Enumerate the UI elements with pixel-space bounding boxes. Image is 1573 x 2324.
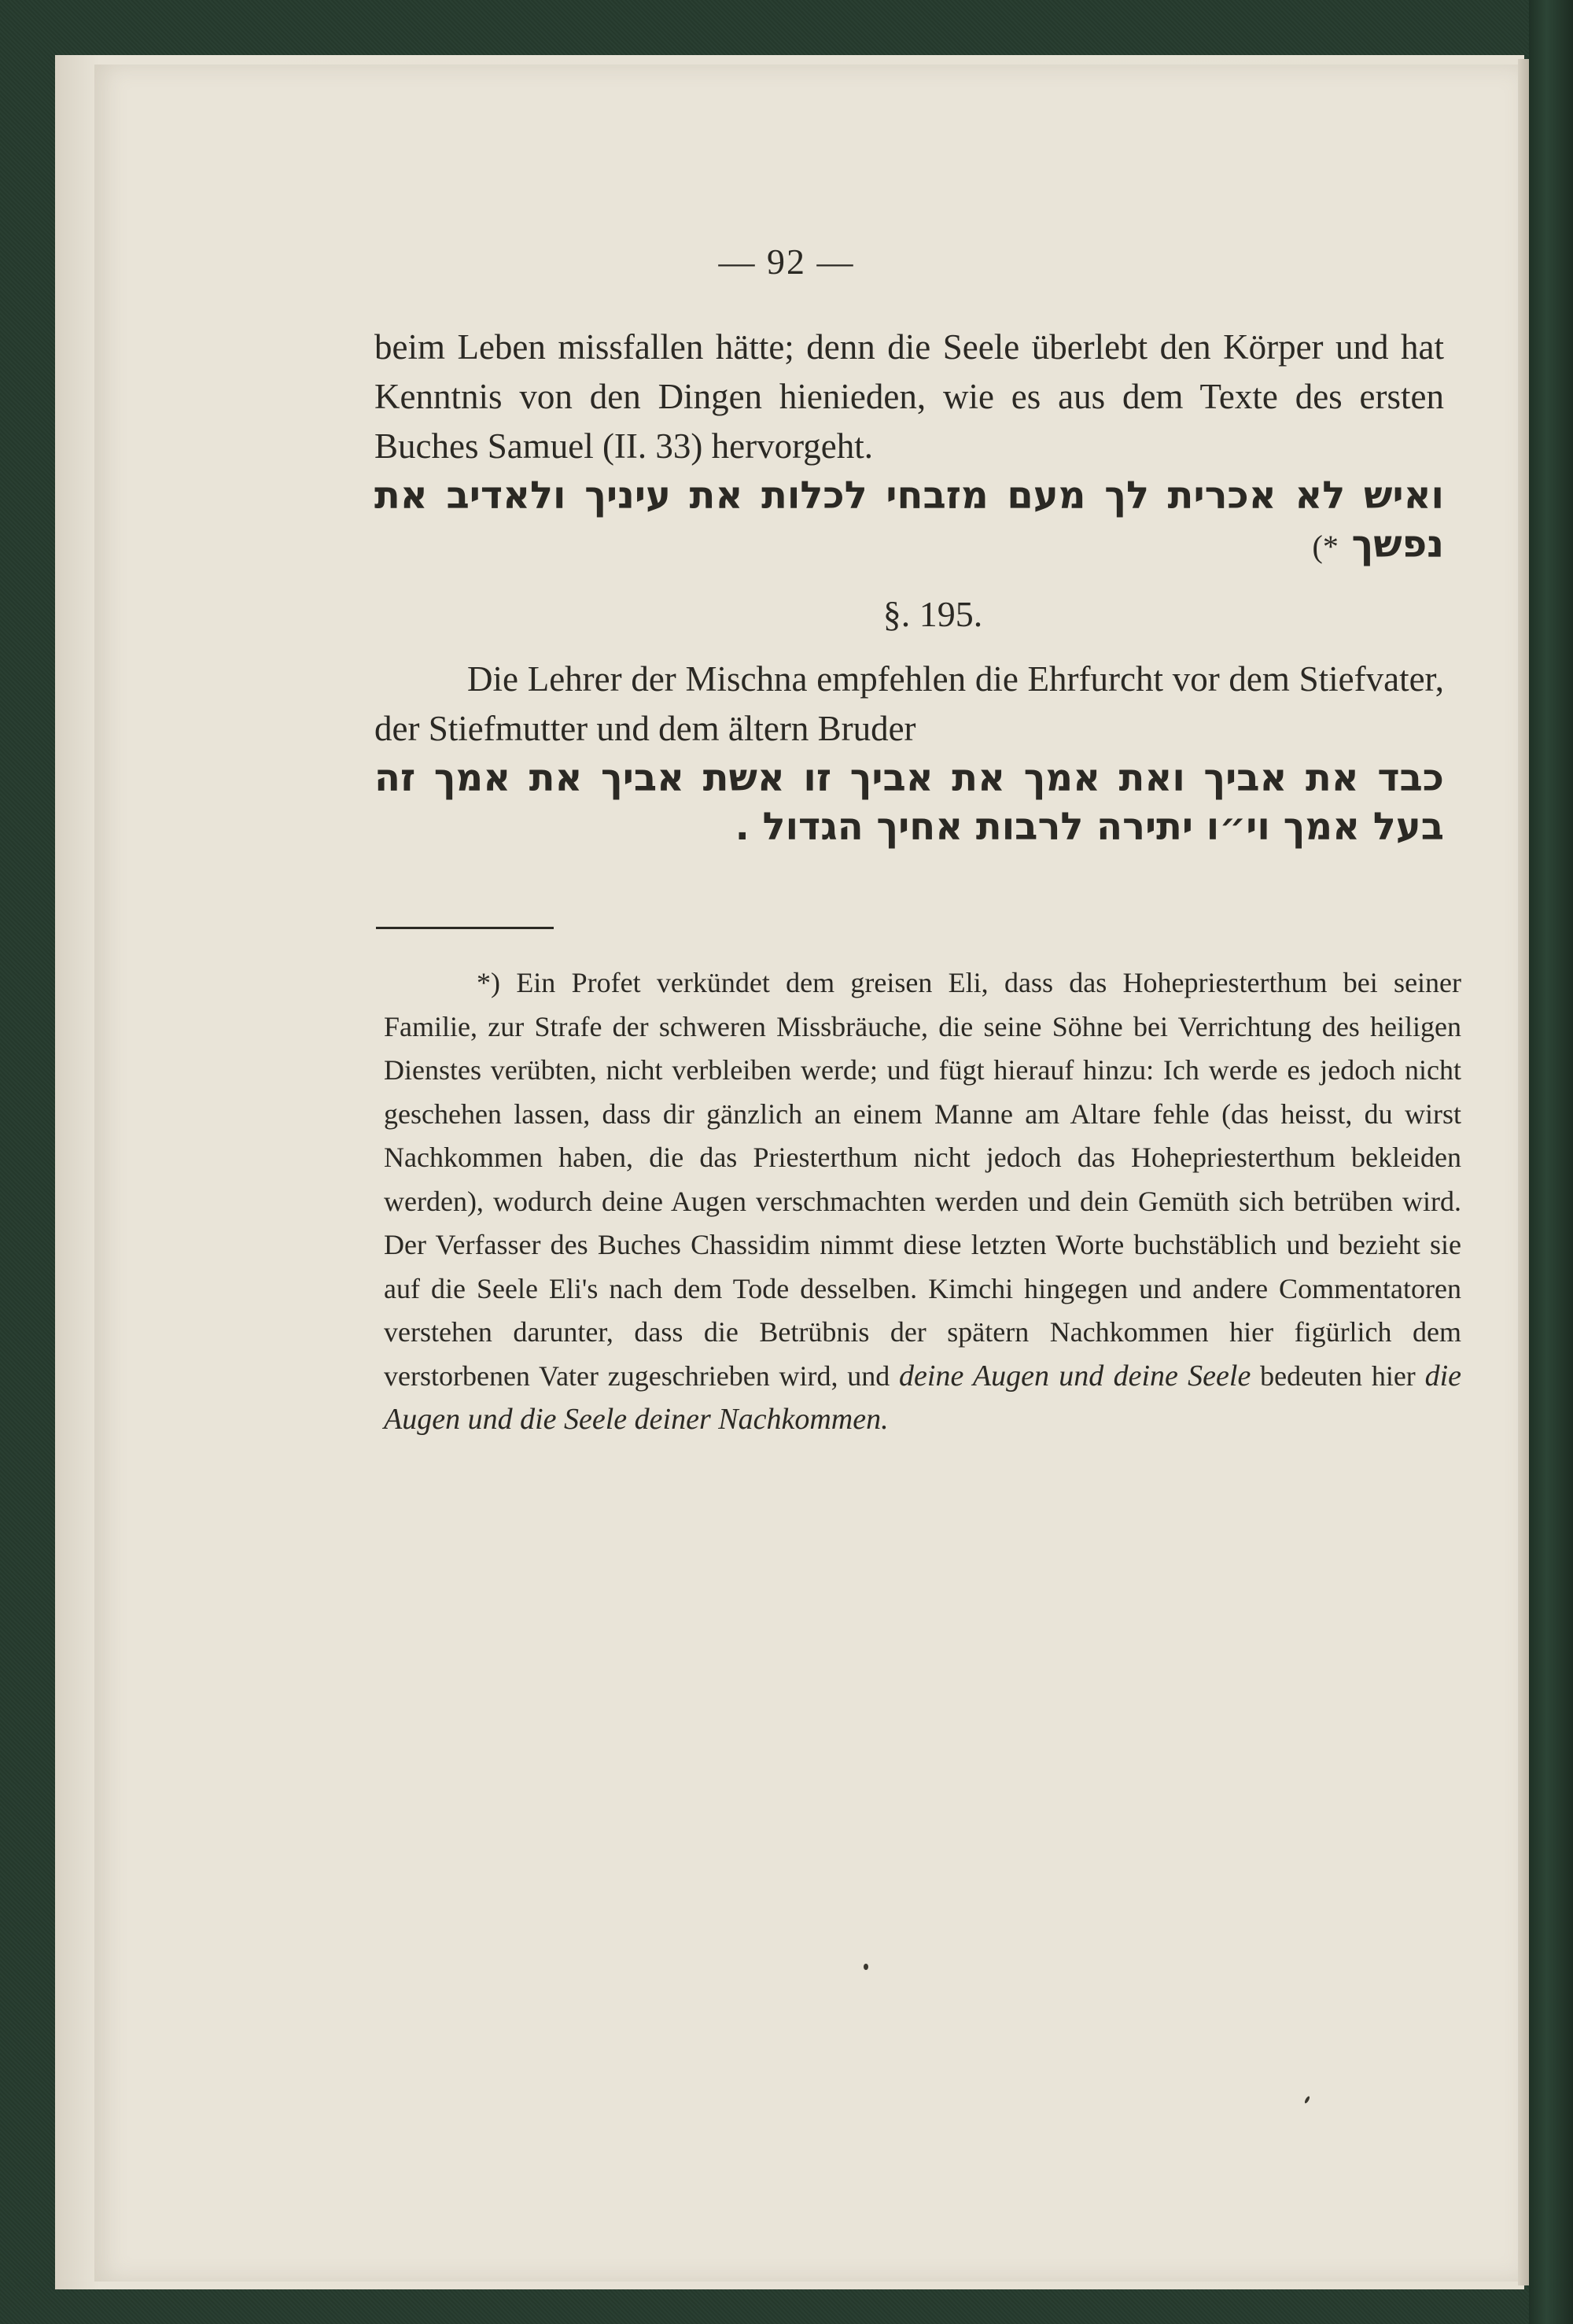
footnote-italic-2: die Augen und die Seele deiner Nachkommen.	[384, 1359, 1462, 1436]
footnote-text: Ein Profet verkündet dem greisen Eli, dass das Hohepriesterthum bei seiner Familie, zur Strafe der schweren Missbräuche, die seine Söhne bei Verrichtung des heiligen Dienstes verübten, nicht verbleiben werde; und fügt hierauf hinzu: Ich werde es jedoch nicht geschehen lassen, dass dir gänzlich an einem Manne am Altare fehle (das heisst, du wirst Nachkommen haben, die das Priesterthum nicht jedoch das Hohepriesterthum bekleiden werden), wodurch deine Augen verschmachten werden und dein Gemüth sich betrüben wird. Der Verfasser des Buches Chassidim nimmt diese letzten Worte buchstäblich und bezieht sie auf die Seele Eli's nach dem Tode desselben. Kimchi hingegen und andere Commentatoren verstehen darunter, dass die Betrübnis der spätern Nachkommen hier figürlich dem verstorbenen Vater zugeschrieben wird, und	[384, 967, 1462, 1392]
footnote-italic-1: deine Augen und deine Seele	[899, 1359, 1251, 1393]
book-cover-edge	[1529, 0, 1573, 2324]
paragraph-2: Die Lehrer der Mischna empfehlen die Ehrfurcht vor dem Stiefvater, der Stiefmutter und dem ältern Bruder	[374, 659, 1444, 748]
page-right-edge	[1518, 59, 1529, 2285]
hebrew-quote-1-text: ואיש לא אכרית לך מעם מזבחי לכלות את עיניך ולאדיב את נפשך	[374, 474, 1444, 566]
footnote-marker: *)	[477, 967, 500, 998]
footnote-divider	[376, 927, 554, 929]
page-speck	[864, 1964, 868, 1970]
hebrew-quote-2: כבד את אביך ואת אמך את אביך זו אשת אביך את אמך זה בעל אמך וי״ו יתירה לרבות אחיך הגדול .	[374, 756, 1444, 849]
section-heading: §. 195.	[882, 594, 983, 634]
footnote-text-2: bedeuten hier	[1260, 1359, 1416, 1392]
paragraph-1: beim Leben missfallen hätte; denn die Seele überlebt den Körper und hat Kenntnis von den Dingen hienieden, wie es aus dem Texte des ersten Buches Samuel (II. 33) hervorgeht.	[374, 327, 1444, 466]
main-text	[374, 323, 1444, 851]
page-number: — 92 —	[718, 242, 855, 282]
footnote	[384, 961, 1461, 1442]
hebrew-quote-1	[374, 471, 1444, 571]
footnote-reference: *)	[1312, 529, 1339, 564]
